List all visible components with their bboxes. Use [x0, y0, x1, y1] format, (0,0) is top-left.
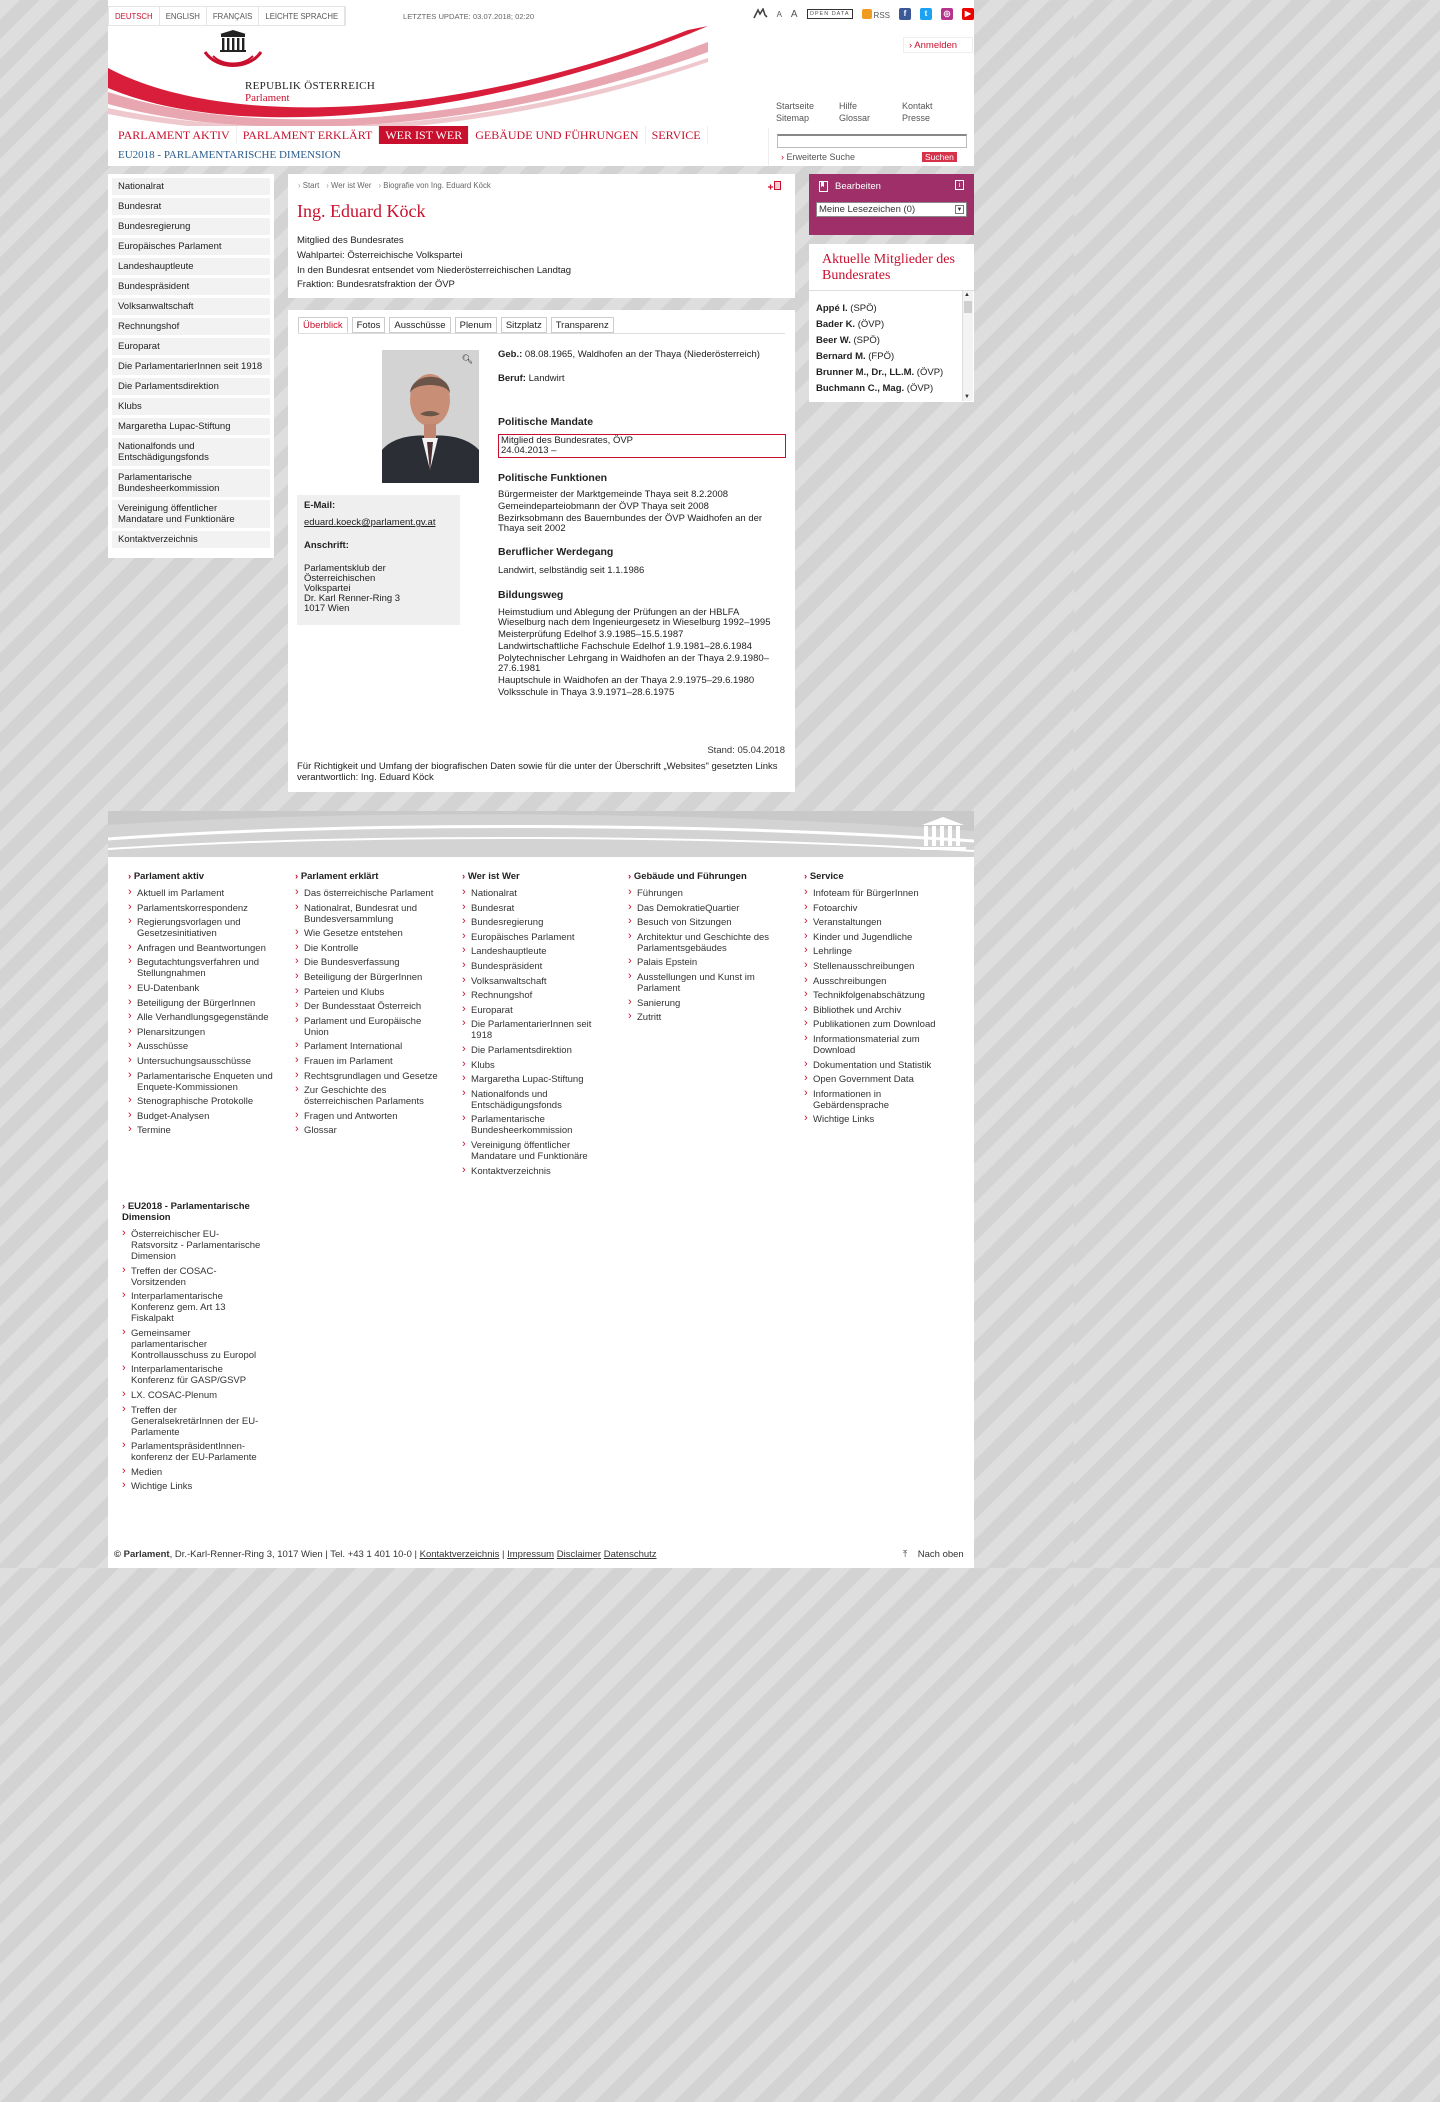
footer-heading[interactable]: › EU2018 - Parlamentarische Dimension — [122, 1201, 264, 1223]
search-button[interactable]: Suchen — [922, 152, 957, 162]
mandate-date: 24.04.2013 – — [501, 445, 557, 456]
footer-link[interactable]: › Das österreichische Parlament — [295, 888, 445, 899]
footer-link[interactable]: › Veranstaltungen — [804, 917, 954, 928]
footer-swoosh — [108, 811, 974, 857]
footer-link[interactable]: › Informationen in Gebärdensprache — [804, 1089, 954, 1111]
footer-link[interactable]: › Publikationen zum Download — [804, 1019, 954, 1030]
site-footer — [108, 811, 974, 1568]
page-title: Ing. Eduard Köck — [297, 201, 426, 221]
header-swoosh — [108, 22, 708, 126]
mandate-text: Mitglied des Bundesrates, ÖVP — [501, 435, 634, 446]
footer-link[interactable]: › Nationalrat, Bundesrat und Bundesversammlung — [295, 903, 445, 925]
chevron-down-icon: ▼ — [956, 207, 963, 213]
footer-link[interactable]: › Europarat — [462, 1005, 612, 1016]
education-item: Landwirtschaftliche Fachschule Edelhof 1.9.1981–28.6.1984 — [498, 641, 753, 652]
footer-link[interactable]: › Europäisches Parlament — [462, 932, 612, 943]
footer-link[interactable]: › Parteien und Klubs — [295, 987, 445, 998]
function-item: Bürgermeister der Marktgemeinde Thaya seit 8.2.2008 — [498, 489, 729, 500]
toplink-glossar[interactable]: Glossar — [839, 113, 871, 123]
bio-facts — [498, 350, 786, 700]
tab-divider — [298, 333, 785, 334]
facebook-icon[interactable]: f — [899, 8, 911, 20]
footer-link[interactable]: › Begutachtungsverfahren und Stellungnahmen — [128, 957, 278, 979]
toplink-startseite[interactable]: Startseite — [776, 101, 815, 111]
footer-link[interactable]: › Die Parlamentsdirektion — [462, 1045, 612, 1056]
footer-link[interactable]: › Nationalrat — [462, 888, 612, 899]
footer-link[interactable]: › Interparlamentarische Konferenz gem. Art 13 Fiskalpakt — [122, 1291, 264, 1324]
site-header — [108, 0, 974, 166]
info-icon[interactable]: i — [955, 180, 964, 190]
footer-column-parlament-aktiv — [128, 871, 278, 1140]
summary-line: Wahlpartei: Österreichische Volkspartei — [297, 249, 463, 261]
footer-link[interactable]: › Bundesregierung — [462, 917, 612, 928]
tab-ausschusse[interactable]: Ausschüsse — [389, 317, 450, 333]
top-links-column — [776, 100, 839, 124]
sidebar-item-vereinigung-offentlicher-mandatare-und-funktionare[interactable]: Vereinigung öffentlicher Mandatare und Funktionäre — [112, 500, 270, 528]
footer-link[interactable]: › Rechtsgrundlagen und Gesetze — [295, 1071, 445, 1082]
sidebar-item-bundesprasident[interactable]: Bundespräsident — [112, 278, 270, 295]
members-box — [809, 244, 974, 402]
member-name: Buchmann C., Mag. — [816, 383, 905, 394]
footer-link[interactable]: › Besuch von Sitzungen — [628, 917, 778, 928]
open-data-badge[interactable]: OPEN DATA — [807, 9, 853, 19]
footer-link[interactable]: › Das DemokratieQuartier — [628, 903, 778, 914]
toolbar — [752, 8, 974, 20]
function-item: Gemeindeparteiobmann der ÖVP Thaya seit 2008 — [498, 501, 709, 512]
footer-link[interactable]: › Stellenausschreibungen — [804, 961, 954, 972]
footer-link[interactable]: › Plenarsitzungen — [128, 1027, 278, 1038]
instagram-icon[interactable]: ◎ — [941, 8, 953, 20]
footer-link[interactable]: › Bibliothek und Archiv — [804, 1005, 954, 1016]
footer-link[interactable]: › Wichtige Links — [804, 1114, 954, 1125]
member-name: Brunner M., Dr., LL.M. — [816, 367, 915, 378]
footer-link[interactable]: › Frauen im Parlament — [295, 1056, 445, 1067]
footer-link[interactable]: › Sanierung — [628, 998, 778, 1009]
footer-link[interactable]: › Parlamentarische Bundesheerkommission — [462, 1114, 612, 1136]
brand-line1: REPUBLIK ÖSTERREICH — [245, 80, 376, 92]
footer-heading[interactable]: › Wer ist Wer — [462, 871, 612, 882]
youtube-icon[interactable]: ▶ — [962, 8, 974, 20]
sidebar — [108, 174, 274, 558]
footer-link[interactable]: › Budget-Analysen — [128, 1111, 278, 1122]
footer-copyright: © Parlament, Dr.-Karl-Renner-Ring 3, 1017 Wien | Tel. +43 1 401 10-0 | Kontaktverzeichnis | Impressum Disclaimer Datenschutz — [114, 1549, 657, 1560]
footer-link[interactable]: › Beteiligung der BürgerInnen — [295, 972, 445, 983]
font-large-button[interactable]: A — [790, 8, 798, 20]
language-francais[interactable]: FRANÇAIS — [207, 7, 259, 25]
nav-parlament-aktiv[interactable]: PARLAMENT AKTIV — [112, 126, 237, 144]
toplink-sitemap[interactable]: Sitemap — [776, 113, 810, 123]
email-link[interactable]: eduard.koeck@parlament.gv.at — [304, 517, 436, 528]
language-leichte-sprache[interactable]: LEICHTE SPRACHE — [259, 7, 345, 25]
search-input[interactable] — [777, 134, 967, 148]
footer-link[interactable]: › Termine — [128, 1125, 278, 1136]
member-item[interactable]: Bernard M. (FPÖ) — [816, 351, 895, 362]
footer-link[interactable]: › Klubs — [462, 1060, 612, 1071]
education-item: Meisterprüfung Edelhof 3.9.1985–15.5.1987 — [498, 629, 684, 640]
footer-heading[interactable]: › Gebäude und Führungen — [628, 871, 778, 882]
sidebar-item-nationalfonds-und-entschadigungsfonds[interactable]: Nationalfonds und Entschädigungsfonds — [112, 438, 270, 466]
footer-link[interactable]: › Technikfolgenabschätzung — [804, 990, 954, 1001]
tab-fotos[interactable]: Fotos — [352, 317, 386, 333]
footer-link[interactable]: › Lehrlinge — [804, 946, 954, 957]
breadcrumb-item[interactable]: › Biografie von Ing. Eduard Köck — [378, 181, 491, 190]
footer-link[interactable]: › Alle Verhandlungsgegenstände — [128, 1012, 278, 1023]
footer-link[interactable]: › Der Bundesstaat Österreich — [295, 1001, 445, 1012]
person-summary — [297, 234, 571, 293]
breadcrumb-item[interactable]: › Start — [298, 181, 320, 190]
tab-uberblick[interactable]: Überblick — [298, 317, 348, 333]
search-box — [768, 128, 974, 166]
footer-link[interactable]: › Gemeinsamer parlamentarischer Kontrollausschuss zu Europol — [122, 1328, 264, 1361]
footer-link[interactable]: › Infoteam für BürgerInnen — [804, 888, 954, 899]
education-item: Hauptschule in Waidhofen an der Thaya 2.9.1975–29.6.1980 — [498, 675, 755, 686]
top-links-column — [839, 100, 902, 124]
toplink-kontakt[interactable]: Kontakt — [902, 101, 933, 111]
sidebar-item-europaisches-parlament[interactable]: Europäisches Parlament — [112, 238, 270, 255]
career-heading: Beruflicher Werdegang — [498, 546, 614, 558]
footer-heading[interactable]: › Parlament aktiv — [128, 871, 278, 882]
login-link[interactable]: › Anmelden — [903, 37, 973, 53]
footer-link[interactable]: › Margaretha Lupac-Stiftung — [462, 1074, 612, 1085]
member-item[interactable]: Brunner M., Dr., LL.M. (ÖVP) — [816, 367, 944, 378]
footer-link[interactable]: › Beteiligung der BürgerInnen — [128, 998, 278, 1009]
tab-transparenz[interactable]: Transparenz — [551, 317, 614, 333]
member-name: Appé I. — [816, 303, 848, 314]
footer-column-gebaude-und-fuhrungen — [628, 871, 778, 1027]
member-item[interactable]: Beer W. (SPÖ) — [816, 335, 880, 346]
education-item: Polytechnischer Lehrgang in Waidhofen an der Thaya 2.9.1980–27.6.1981 — [498, 653, 769, 674]
sidebar-item-europarat[interactable]: Europarat — [112, 338, 270, 355]
disclaimer: Für Richtigkeit und Umfang der biografischen Daten sowie für die unter der Überschrift „Websites" gesetzten Links verantwortlich: Ing. Eduard Köck — [297, 761, 778, 783]
footer-link-disclaimer[interactable]: Disclaimer — [556, 1549, 602, 1560]
edit-box — [809, 174, 974, 235]
portrait-image — [382, 350, 479, 483]
member-item[interactable]: Bader K. (ÖVP) — [816, 319, 885, 330]
footer-link[interactable]: › Stenographische Protokolle — [128, 1096, 278, 1107]
sign-language-icon[interactable] — [752, 8, 768, 20]
footer-link[interactable]: › Führungen — [628, 888, 778, 899]
address-line: Volkspartei — [304, 583, 351, 594]
footer-link[interactable]: › LX. COSAC-Plenum — [122, 1390, 264, 1401]
members-scrollbar[interactable] — [962, 291, 973, 401]
advanced-search-link[interactable]: › Erweiterte Suche — [781, 152, 856, 162]
footer-link-kontaktverzeichnis[interactable]: Kontaktverzeichnis — [419, 1549, 500, 1560]
footer-link[interactable]: › Zutritt — [628, 1012, 778, 1023]
brand-line2: Parlament — [245, 92, 290, 104]
footer-link[interactable]: › Wichtige Links — [122, 1481, 264, 1492]
function-item: Bezirksobmann des Bauernbundes der ÖVP Waidhofen an der Thaya seit 2002 — [498, 513, 763, 534]
footer-link[interactable]: › Zur Geschichte des österreichischen Parlaments — [295, 1085, 445, 1107]
toplink-hilfe[interactable]: Hilfe — [839, 101, 858, 111]
sidebar-item-margaretha-lupac-stiftung[interactable]: Margaretha Lupac-Stiftung — [112, 418, 270, 435]
address-line: 1017 Wien — [304, 603, 350, 614]
address-line: Dr. Karl Renner-Ring 3 — [304, 593, 401, 604]
parliament-logo-icon[interactable] — [203, 30, 263, 74]
tab-plenum[interactable]: Plenum — [455, 317, 497, 333]
address-line: Parlamentsklub der Österreichischen — [304, 563, 386, 584]
contact-box — [297, 495, 460, 625]
footer-link[interactable]: › Kinder und Jugendliche — [804, 932, 954, 943]
stand-date: Stand: 05.04.2018 — [707, 745, 785, 756]
career-list — [498, 566, 786, 576]
functions-list — [498, 490, 786, 534]
bio-header — [288, 174, 795, 298]
page — [108, 0, 974, 1568]
twitter-icon[interactable]: t — [920, 8, 932, 20]
footer-link[interactable]: › Regierungsvorlagen und Gesetzesinitiativen — [128, 917, 278, 939]
birth-row: Geb.: 08.08.1965, Waldhofen an der Thaya (Niederösterreich) — [498, 349, 760, 360]
footer-link[interactable]: › Medien — [122, 1467, 264, 1478]
footer-link[interactable]: › Treffen der GeneralsekretärInnen der EU-Parlamente — [122, 1405, 264, 1438]
members-list — [816, 301, 943, 397]
education-item: Heimstudium und Ablegung der Prüfungen an der HBLFA Wieselburg nach dem Ingenieurgesetz in Wieselburg 1992–1995 — [498, 607, 771, 628]
member-name: Bernard M. — [816, 351, 866, 362]
summary-line: In den Bundesrat entsendet vom Niederösterreichischen Landtag — [297, 264, 572, 276]
footer-column-service — [804, 871, 954, 1129]
zoom-icon[interactable]: 🔍︎ — [461, 354, 473, 364]
rss-icon — [862, 9, 872, 19]
summary-line: Fraktion: Bundesratsfraktion der ÖVP — [297, 279, 455, 291]
font-small-button[interactable]: A — [776, 9, 782, 19]
sidebar-item-klubs[interactable]: Klubs — [112, 398, 270, 415]
footer-parliament-icon — [920, 817, 966, 851]
footer-link[interactable]: › Ausschüsse — [128, 1041, 278, 1052]
brand[interactable] — [245, 80, 375, 104]
footer-link[interactable]: › Parlamentarische Enqueten und Enquete-Kommissionen — [128, 1071, 278, 1093]
mandates-heading: Politische Mandate — [498, 416, 594, 428]
job-row: Beruf: Landwirt — [498, 373, 565, 384]
footer-band — [108, 811, 974, 857]
footer-link[interactable]: › Fragen und Antworten — [295, 1111, 445, 1122]
footer-link-impressum[interactable]: Impressum — [507, 1549, 555, 1560]
footer-link[interactable]: › Bundespräsident — [462, 961, 612, 972]
sidebar-item-rechnungshof[interactable]: Rechnungshof — [112, 318, 270, 335]
tab-sitzplatz[interactable]: Sitzplatz — [501, 317, 547, 333]
eu2018-link[interactable]: EU2018 - PARLAMENTARISCHE DIMENSION — [118, 149, 341, 161]
sidebar-item-die-parlamentarierinnen-seit-1918[interactable]: Die ParlamentarierInnen seit 1918 — [112, 358, 270, 375]
functions-heading: Politische Funktionen — [498, 472, 608, 484]
scroll-down-icon[interactable]: ▼ — [964, 394, 970, 400]
edit-title[interactable]: Bearbeiten — [835, 181, 881, 192]
footer-link[interactable]: › Österreichischer EU-Ratsvorsitz - Parlamentarische Dimension — [122, 1229, 264, 1262]
footer-column-eu2018-parlamentarische-dimension — [122, 1201, 264, 1496]
footer-link[interactable]: › Vereinigung öffentlicher Mandatare und Funktionäre — [462, 1140, 612, 1162]
footer-link[interactable]: › Aktuell im Parlament — [128, 888, 278, 899]
footer-link[interactable]: › Treffen der COSAC-Vorsitzenden — [122, 1266, 264, 1288]
footer-link[interactable]: › Die Kontrolle — [295, 943, 445, 954]
member-name: Beer W. — [816, 335, 851, 346]
bookmarks-select[interactable]: Meine Lesezeichen (0) ▼ — [816, 202, 967, 217]
toplink-presse[interactable]: Presse — [902, 113, 931, 123]
main-nav — [112, 126, 708, 144]
members-divider — [809, 290, 974, 291]
footer-link[interactable]: › Volksanwaltschaft — [462, 976, 612, 987]
footer-link[interactable]: › Fotoarchiv — [804, 903, 954, 914]
breadcrumb-item[interactable]: › Wer ist Wer — [326, 181, 372, 190]
career-item: Landwirt, selbständig seit 1.1.1986 — [498, 565, 645, 576]
footer-link[interactable]: › Nationalfonds und Entschädigungsfonds — [462, 1089, 612, 1111]
back-to-top-link[interactable]: ⤒ Nach oben — [903, 1549, 964, 1560]
language-deutsch[interactable]: DEUTSCH — [109, 7, 160, 25]
nav-parlament-erklart[interactable]: PARLAMENT ERKLÄRT — [237, 126, 380, 144]
top-links-column — [902, 100, 965, 124]
footer-link[interactable]: › Die ParlamentarierInnen seit 1918 — [462, 1019, 612, 1041]
bio-tabs — [298, 317, 614, 333]
footer-link[interactable]: › Dokumentation und Statistik — [804, 1060, 954, 1071]
footer-link[interactable]: › Bundesrat — [462, 903, 612, 914]
email-label: E-Mail: — [304, 500, 336, 511]
scroll-up-icon[interactable]: ▲ — [964, 292, 970, 298]
top-links — [776, 100, 965, 124]
education-heading: Bildungsweg — [498, 589, 564, 601]
footer-link[interactable]: › Rechnungshof — [462, 990, 612, 1001]
nav-wer-ist-wer[interactable]: WER IST WER — [379, 126, 469, 144]
bookmark-icon — [819, 181, 828, 192]
footer-link[interactable]: › Untersuchungsausschüsse — [128, 1056, 278, 1067]
footer-link[interactable]: › Anfragen und Beantwortungen — [128, 943, 278, 954]
sidebar-item-kontaktverzeichnis[interactable]: Kontaktverzeichnis — [112, 531, 270, 548]
education-item: Volksschule in Thaya 3.9.1971–28.6.1975 — [498, 687, 675, 698]
rss-link[interactable]: RSS — [862, 9, 890, 20]
footer-link-datenschutz[interactable]: Datenschutz — [603, 1549, 657, 1560]
footer-link[interactable]: › Parlament International — [295, 1041, 445, 1052]
scroll-thumb[interactable] — [964, 301, 972, 313]
footer-column-wer-ist-wer — [462, 871, 612, 1180]
footer-links: Kontaktverzeichnis | Impressum Disclaimer Datenschutz — [419, 1549, 657, 1560]
member-item[interactable]: Appé I. (SPÖ) — [816, 303, 877, 314]
footer-link[interactable]: › Architektur und Geschichte des Parlamentsgebäudes — [628, 932, 778, 954]
footer-link[interactable]: › ParlamentspräsidentInnen-konferenz der EU-Parlamente — [122, 1441, 264, 1463]
footer-link[interactable]: › Parlamentskorrespondenz — [128, 903, 278, 914]
footer-link[interactable]: › Palais Epstein — [628, 957, 778, 968]
print-icon[interactable] — [768, 181, 782, 191]
sidebar-item-nationalrat[interactable]: Nationalrat — [112, 178, 270, 195]
footer-link[interactable]: › Ausstellungen und Kunst im Parlament — [628, 972, 778, 994]
footer-link[interactable]: › Wie Gesetze entstehen — [295, 928, 445, 939]
bio-detail — [288, 310, 795, 792]
summary-line: Mitglied des Bundesrates — [297, 235, 404, 246]
sidebar-item-bundesrat[interactable]: Bundesrat — [112, 198, 270, 215]
sidebar-item-parlamentarische-bundesheerkommission[interactable]: Parlamentarische Bundesheerkommission — [112, 469, 270, 497]
sidebar-item-landeshauptleute[interactable]: Landeshauptleute — [112, 258, 270, 275]
footer-link[interactable]: › Informationsmaterial zum Download — [804, 1034, 954, 1056]
footer-link[interactable]: › Interparlamentarische Konferenz für GASP/GSVP — [122, 1364, 264, 1386]
arrow-up-icon: ⤒ — [903, 1549, 908, 1560]
member-name: Bader K. — [816, 319, 856, 330]
footer-link[interactable]: › Landeshauptleute — [462, 946, 612, 957]
footer-link[interactable]: › Glossar — [295, 1125, 445, 1136]
language-english[interactable]: ENGLISH — [160, 7, 207, 25]
footer-link[interactable]: › Parlament und Europäische Union — [295, 1016, 445, 1038]
last-update: LETZTES UPDATE: 03.07.2018; 02:20 — [403, 12, 535, 21]
sidebar-item-bundesregierung[interactable]: Bundesregierung — [112, 218, 270, 235]
footer-heading[interactable]: › Parlament erklärt — [295, 871, 445, 882]
nav-service[interactable]: SERVICE — [646, 126, 708, 144]
address-label: Anschrift: — [304, 540, 349, 551]
footer-link[interactable]: › Die Bundesverfassung — [295, 957, 445, 968]
address — [304, 564, 453, 614]
footer-column-parlament-erklart — [295, 871, 445, 1140]
breadcrumb — [298, 181, 498, 190]
footer-link[interactable]: › Open Government Data — [804, 1074, 954, 1085]
mandate-box — [498, 434, 786, 458]
footer-heading[interactable]: › Service — [804, 871, 954, 882]
footer-link[interactable]: › Ausschreibungen — [804, 976, 954, 987]
education-list — [498, 608, 786, 698]
sidebar-item-volksanwaltschaft[interactable]: Volksanwaltschaft — [112, 298, 270, 315]
footer-link[interactable]: › EU-Datenbank — [128, 983, 278, 994]
portrait-photo[interactable] — [382, 350, 479, 483]
nav-gebaude-und-fuhrungen[interactable]: GEBÄUDE UND FÜHRUNGEN — [469, 126, 645, 144]
footer-link[interactable]: › Kontaktverzeichnis — [462, 1166, 612, 1177]
members-title: Aktuelle Mitglieder des Bundesrates — [822, 252, 955, 283]
sidebar-item-die-parlamentsdirektion[interactable]: Die Parlamentsdirektion — [112, 378, 270, 395]
member-item[interactable]: Buchmann C., Mag. (ÖVP) — [816, 383, 934, 394]
